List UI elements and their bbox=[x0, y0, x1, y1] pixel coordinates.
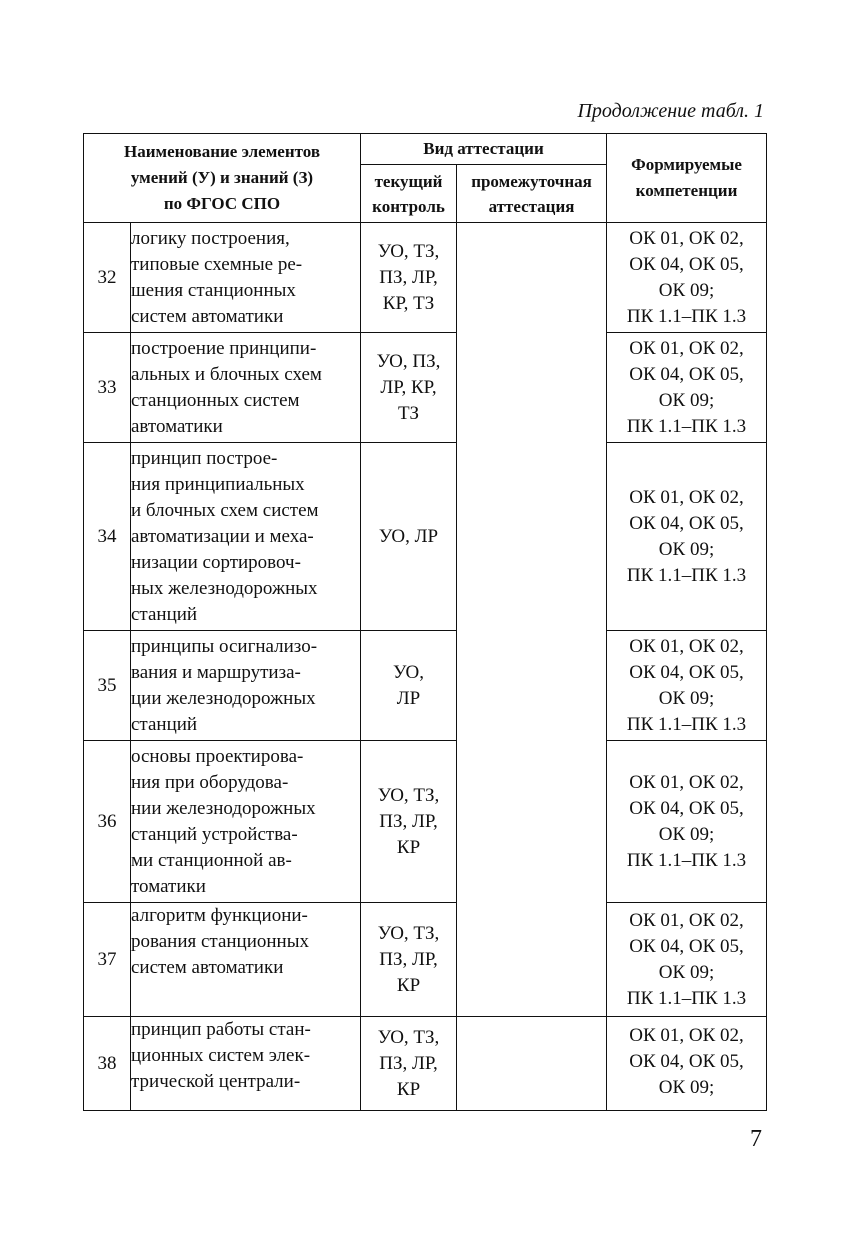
row-description: принцип работы стан- ционных систем элек- трической централи- bbox=[131, 1017, 361, 1111]
row-number: 38 bbox=[84, 1017, 131, 1111]
row-description: алгоритм функциони- рования станционных систем автоматики bbox=[131, 903, 361, 1017]
row-current-control: УО, ЛР bbox=[361, 631, 457, 741]
row-current-control: УО, ТЗ, ПЗ, ЛР, КР bbox=[361, 903, 457, 1017]
header-current-control: текущий контроль bbox=[361, 165, 457, 223]
row-competences: ОК 01, ОК 02, ОК 04, ОК 05, ОК 09; bbox=[607, 1017, 767, 1111]
row-competences: ОК 01, ОК 02, ОК 04, ОК 05, ОК 09; ПК 1.1–ПК 1.3 bbox=[607, 443, 767, 631]
row-description: основы проектирова- ния при оборудова- нии железнодорожных станций устройства- ми станционной ав- томатики bbox=[131, 741, 361, 903]
table-row bbox=[84, 631, 767, 741]
table-row bbox=[84, 741, 767, 903]
row-competences: ОК 01, ОК 02, ОК 04, ОК 05, ОК 09; ПК 1.1–ПК 1.3 bbox=[607, 903, 767, 1017]
row-number: 36 bbox=[84, 741, 131, 903]
table-row bbox=[84, 1017, 767, 1111]
header-interim-attestation: промежуточная аттестация bbox=[457, 165, 607, 223]
row-current-control: УО, ТЗ, ПЗ, ЛР, КР, ТЗ bbox=[361, 223, 457, 333]
row-number: 33 bbox=[84, 333, 131, 443]
table-continuation-label: Продолжение табл. 1 bbox=[577, 100, 764, 122]
row-number: 37 bbox=[84, 903, 131, 1017]
row-current-control: УО, ПЗ, ЛР, КР, ТЗ bbox=[361, 333, 457, 443]
interim-attestation-cell bbox=[457, 1017, 607, 1111]
table-row bbox=[84, 903, 767, 1017]
row-description: построение принципи- альных и блочных схем станционных систем автоматики bbox=[131, 333, 361, 443]
row-current-control: УО, ТЗ, ПЗ, ЛР, КР bbox=[361, 741, 457, 903]
row-number: 35 bbox=[84, 631, 131, 741]
interim-attestation-merged-cell bbox=[457, 223, 607, 1017]
row-current-control: УО, ТЗ, ПЗ, ЛР, КР bbox=[361, 1017, 457, 1111]
table-row bbox=[84, 443, 767, 631]
header-competences: Формируемые компетенции bbox=[607, 134, 767, 223]
row-competences: ОК 01, ОК 02, ОК 04, ОК 05, ОК 09; ПК 1.1–ПК 1.3 bbox=[607, 741, 767, 903]
row-description: логику построения, типовые схемные ре- шения станционных систем автоматики bbox=[131, 223, 361, 333]
table-row bbox=[84, 333, 767, 443]
row-current-control: УО, ЛР bbox=[361, 443, 457, 631]
header-element-name: Наименование элементов умений (У) и знаний (З) по ФГОС СПО bbox=[84, 134, 361, 223]
table-row bbox=[84, 223, 767, 333]
row-description: принципы осигнализо- вания и маршрутиза- ции железнодорожных станций bbox=[131, 631, 361, 741]
attestation-table bbox=[83, 133, 767, 1111]
row-number: 34 bbox=[84, 443, 131, 631]
row-competences: ОК 01, ОК 02, ОК 04, ОК 05, ОК 09; ПК 1.1–ПК 1.3 bbox=[607, 631, 767, 741]
row-competences: ОК 01, ОК 02, ОК 04, ОК 05, ОК 09; ПК 1.1–ПК 1.3 bbox=[607, 333, 767, 443]
row-description: принцип построе- ния принципиальных и блочных схем систем автоматизации и меха- низации сортировоч- ных железнодорожных станций bbox=[131, 443, 361, 631]
header-attestation-type: Вид аттестации bbox=[361, 134, 607, 165]
row-competences: ОК 01, ОК 02, ОК 04, ОК 05, ОК 09; ПК 1.1–ПК 1.3 bbox=[607, 223, 767, 333]
row-number: 32 bbox=[84, 223, 131, 333]
header-row-top bbox=[84, 134, 767, 165]
page-number: 7 bbox=[750, 1126, 762, 1152]
